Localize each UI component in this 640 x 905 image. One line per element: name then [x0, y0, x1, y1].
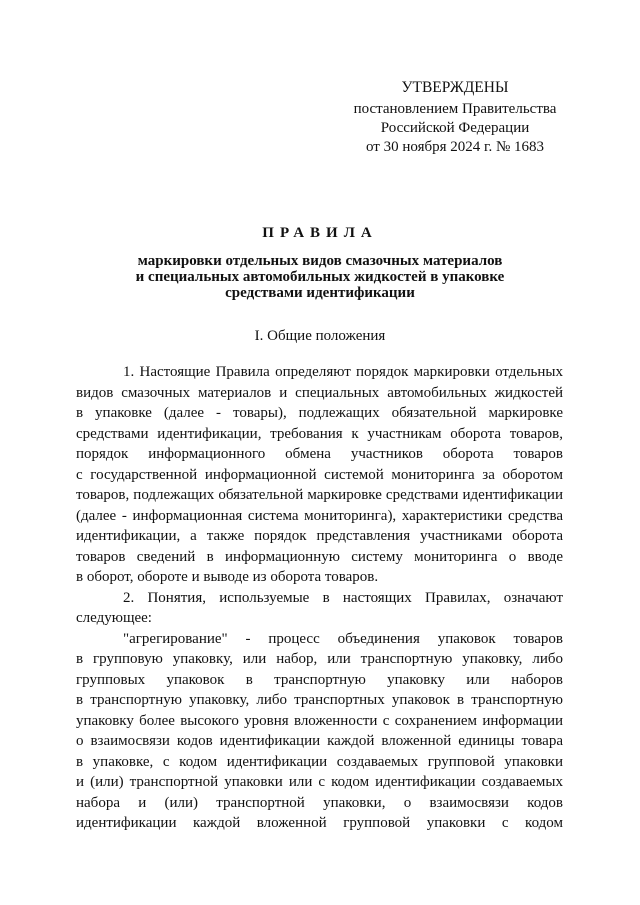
- approval-line: Российской Федерации: [380, 120, 530, 136]
- body-line: (далее - информационная система мониторинга), характеристики средства: [76, 507, 563, 524]
- body-line: идентификации, а также порядок представления участниками оборота: [76, 528, 563, 544]
- body-line: 1. Настоящие Правила определяют порядок маркировки отдельных: [123, 364, 563, 380]
- body-line: видов смазочных материалов и специальных автомобильных жидкостей: [76, 384, 563, 401]
- body-line: о взаимосвязи кодов идентификации каждой вложенной единицы товара: [76, 733, 563, 749]
- subtitle-line: маркировки отдельных видов смазочных материалов: [137, 253, 503, 269]
- body-line: идентификации каждой вложенной групповой упаковки с кодом: [76, 815, 563, 831]
- body-line: порядок информационного обмена участников оборота товаров: [76, 446, 563, 462]
- body-line: товаров сведений в информационную систему мониторинга о вводе: [76, 548, 563, 565]
- body-line: товаров, подлежащих обязательной маркировке средствами идентификации: [76, 487, 563, 503]
- body-line: упаковку более высокого уровня вложенности с сохранением информации: [76, 712, 563, 729]
- subtitle-line: средствами идентификации: [225, 285, 415, 301]
- body-line: в оборот, обороте и выводе из оборота товаров.: [76, 569, 379, 585]
- subtitle-line: и специальных автомобильных жидкостей в упаковке: [135, 269, 505, 285]
- approval-date: от 30 ноября 2024 г. № 1683: [365, 139, 545, 155]
- body-line: в транспортную упаковку, либо транспортных упаковок в транспортную: [76, 692, 563, 708]
- body-line: 2. Понятия, используемые в настоящих Правилах, означают: [123, 589, 563, 606]
- document-subtitle: [60, 253, 580, 301]
- body-line: и (или) транспортной упаковки или с кодом идентификации создаваемых: [76, 774, 563, 790]
- approval-line: постановлением Правительства: [353, 101, 557, 117]
- section-heading: I. Общие положения: [254, 328, 386, 344]
- body-line: средствами идентификации, требования к участникам оборота товаров,: [76, 425, 563, 442]
- body-line: в упаковке (далее - товары), подлежащих обязательной маркировке: [76, 405, 563, 421]
- approval-stamp: [330, 78, 580, 157]
- body-line: набора и (или) транспортной упаковки, о взаимосвязи кодов: [76, 794, 563, 811]
- document-title: ПРАВИЛА: [262, 225, 378, 241]
- body-line: групповых упаковок в транспортную упаковку или наборов: [76, 671, 563, 688]
- body-line: с государственной информационной системой мониторинга за оборотом: [76, 466, 563, 483]
- approval-title: УТВЕРЖДЕНЫ: [401, 79, 509, 96]
- body-line: в групповую упаковку, или набор, или транспортную упаковку, либо: [76, 651, 563, 667]
- body-line: следующее:: [76, 610, 152, 626]
- document-body: [76, 362, 563, 834]
- body-line: в упаковке, с кодом идентификации создаваемых групповой упаковки: [76, 753, 563, 770]
- body-line: "агрегирование" - процесс объединения упаковок товаров: [123, 630, 563, 647]
